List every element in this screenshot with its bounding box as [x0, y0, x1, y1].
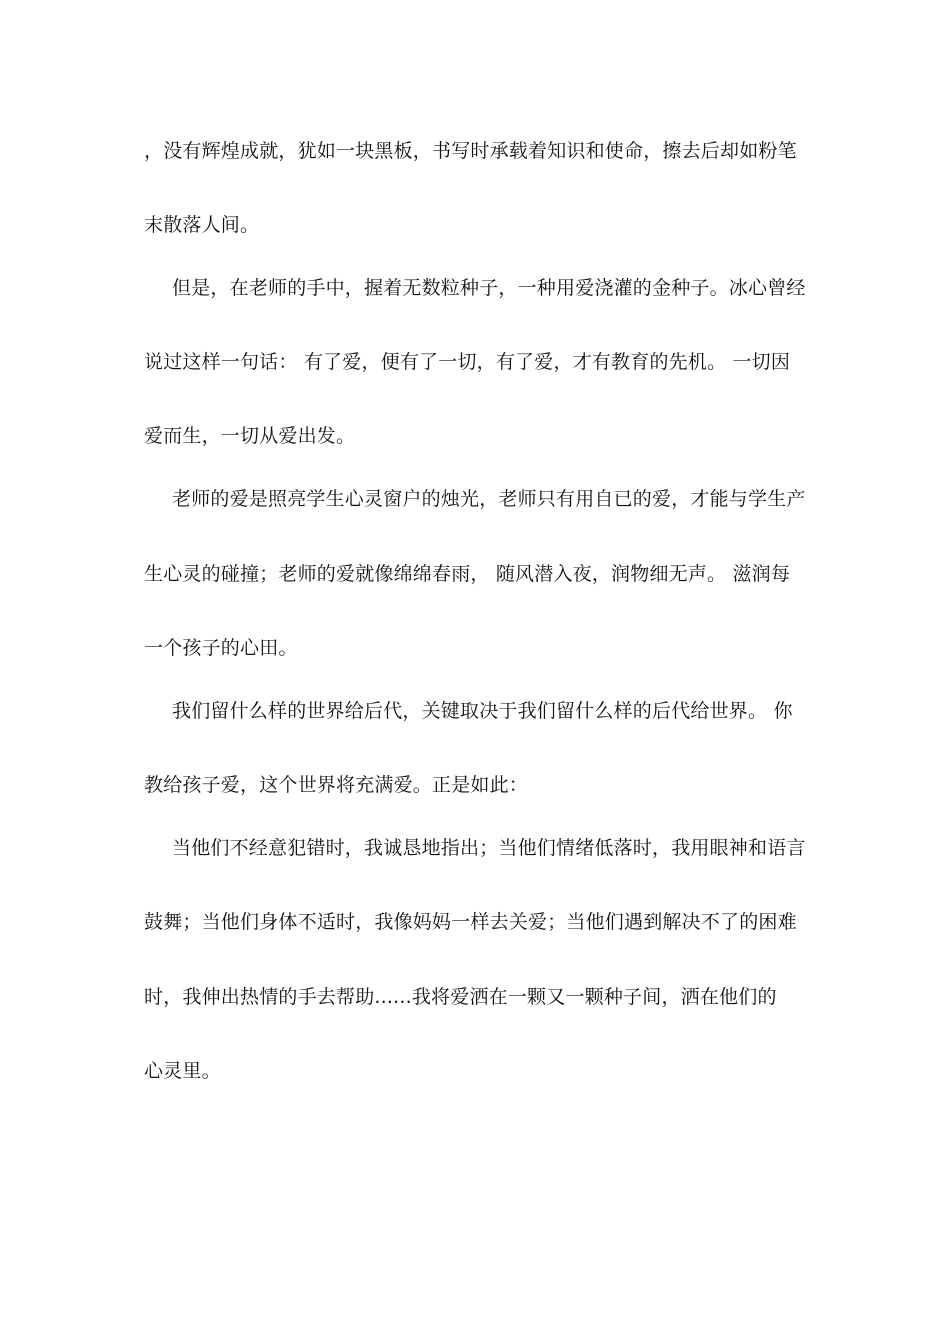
paragraph-line: 一个孩子的心田。 [144, 637, 298, 659]
paragraph-line: 当他们不经意犯错时，我诚恳地指出；当他们情绪低落时，我用眼神和语言 [172, 837, 806, 859]
paragraph-line: 心灵里。 [144, 1060, 221, 1082]
paragraph-line: 教给孩子爱，这个世界将充满爱。正是如此： [144, 774, 529, 796]
paragraph-line: 生心灵的碰撞；老师的爱就像绵绵春雨， 随风潜入夜，润物细无声。 滋润每 [144, 563, 791, 585]
paragraph-line: 爱而生，一切从爱出发。 [144, 425, 356, 447]
paragraph-line: 老师的爱是照亮学生心灵窗户的烛光，老师只有用自已的爱，才能与学生产 [172, 488, 806, 510]
paragraph-line: 我们留什么样的世界给后代，关键取决于我们留什么样的后代给世界。 你 [172, 700, 793, 722]
paragraph-line: ，没有辉煌成就，犹如一块黑板，书写时承载着知识和使命，擦去后却如粉笔 [144, 140, 797, 162]
paragraph-line: 末散落人间。 [144, 214, 260, 236]
paragraph-line: 鼓舞；当他们身体不适时，我像妈妈一样去关爱；当他们遇到解决不了的困难 [144, 911, 797, 933]
paragraph-line: 但是，在老师的手中，握着无数粒种子，一种用爱浇灌的金种子。冰心曾经 [172, 277, 806, 299]
paragraph-line: 说过这样一句话： 有了爱，便有了一切，有了爱，才有教育的先机。 一切因 [144, 351, 791, 373]
paragraph-line: 时，我伸出热情的手去帮助......我将爱洒在一颗又一颗种子间，洒在他们的 [144, 986, 777, 1008]
